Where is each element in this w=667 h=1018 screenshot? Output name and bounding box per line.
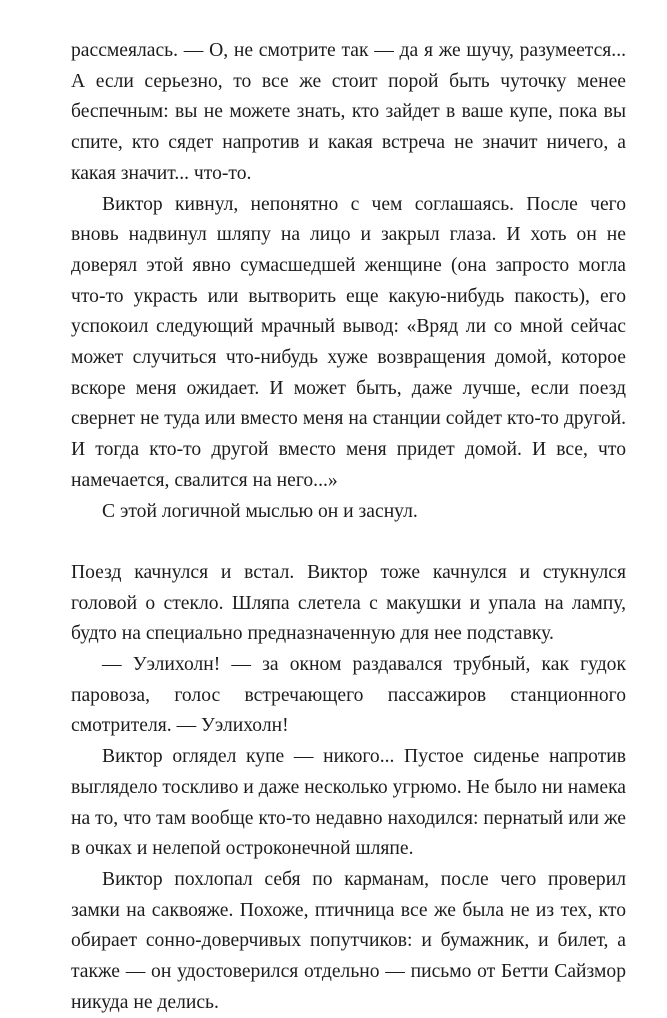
paragraph-3: С этой логичной мыслью он и заснул.: [102, 500, 418, 522]
paragraph-2: Виктор кивнул, непонятно с чем соглашаясь. После чего вновь надвинул шляпу на лицо и закрыл глаза. И хоть он не доверял этой явно сумасшедшей женщине (она запросто могла что-то украсть или вытворить еще какую-нибудь пакость), его успокоил следующий мрачный вывод: «Вряд ли со мной сейчас может случиться что-нибудь хуже возвращения домой, которое вскоре меня ожидает. И может быть, даже лучше, если поезд свернет не туда или вместо меня на станции сойдет кто-то другой. И тогда кто-то другой вместо меня придет домой. И все, что намечается, свалится на него...»: [71, 193, 626, 491]
paragraph-7: Виктор похлопал себя по карманам, после чего проверил замки на саквояже. Похоже, птичница все же была не из тех, кто обирает сонно-доверчивых попутчиков: и бумажник, и билет, а также — он удостоверился отдельно — письмо от Бетти Сайзмор никуда не делись.: [71, 868, 626, 1013]
paragraph-1: рассмеялась. — О, не смотрите так — да я же шучу, разумеется... А если серьезно, то все же стоит порой быть чуточку менее беспечным: вы не можете знать, кто зайдет в ваше купе, пока вы спите, кто сядет напротив и какая встреча не значит ничего, а какая значит... что-то.: [71, 40, 626, 184]
section-break: [71, 527, 626, 558]
paragraph-6: Виктор оглядел купе — никого... Пустое сиденье напротив выглядело тоскливо и даже несколько угрюмо. Не было ни намека на то, что там вообще кто-то недавно находился: пернатый или же в очках и нелепой остроконечной шляпе.: [71, 746, 626, 860]
paragraph-5: — Уэлихолн! — за окном раздавался трубный, как гудок паровоза, голос встречающего пассажиров станционного смотрителя. — Уэлихолн!: [71, 654, 626, 737]
book-page: [71, 36, 626, 1018]
paragraph-4: Поезд качнулся и встал. Виктор тоже качнулся и стукнулся головой о стекло. Шляпа слетела с макушки и упала на лампу, будто на специально предназначенную для нее подставку.: [71, 561, 626, 645]
